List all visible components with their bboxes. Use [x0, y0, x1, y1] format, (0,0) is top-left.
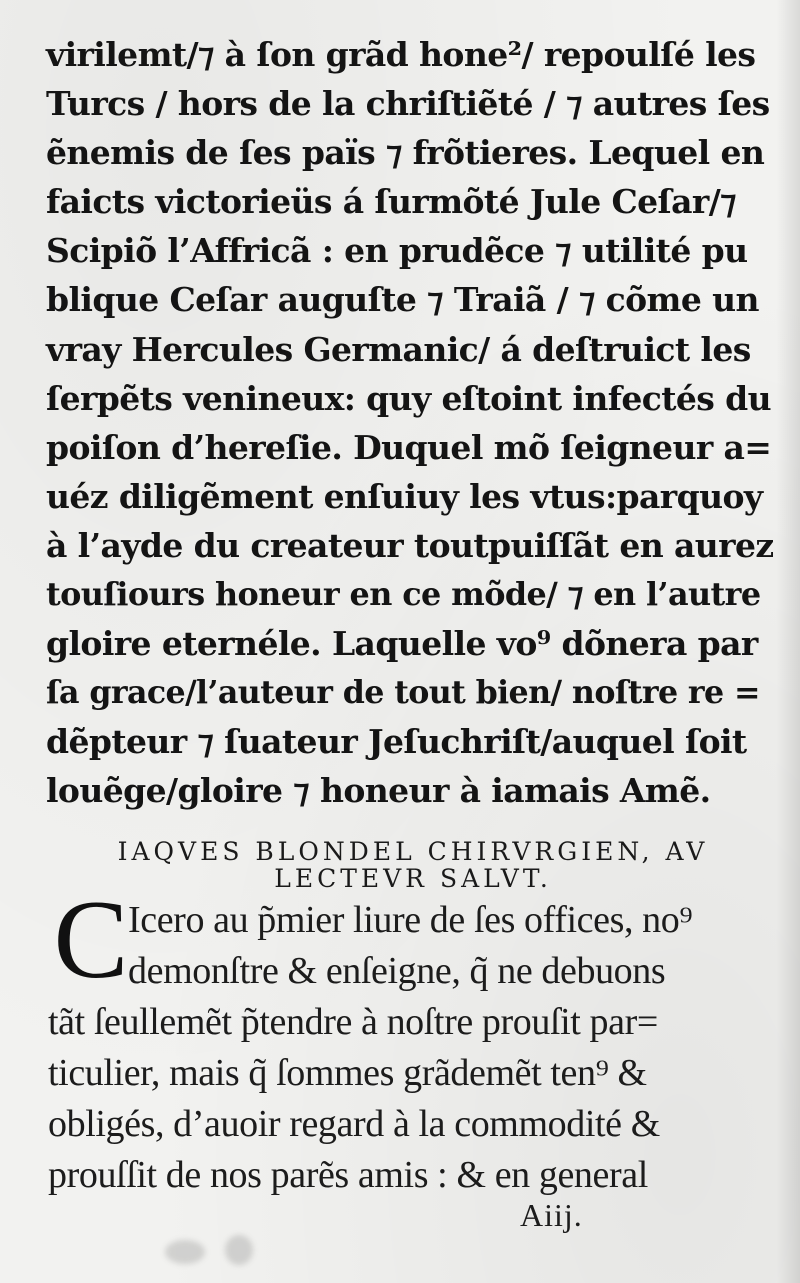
text-line: Icero au p̃mier liure de ſes offices, no⁹: [128, 899, 693, 941]
text-line: à l’ayde du createur toutpuiſſãt en aurez: [46, 525, 774, 565]
text-line: touſiours honeur en ce mõde/ ⁊ en l’autre: [46, 575, 761, 614]
text-line: faicts victorieüs á ſurmõté Jule Ceſar/⁊: [46, 182, 736, 222]
text-line: prouſſit de nos parẽs amis : & en general: [48, 1154, 648, 1196]
blackletter-text-block: [46, 30, 776, 816]
ink-smudge: [225, 1235, 253, 1265]
text-line: uéz diligẽment enſuiuy les vtus:parquoy: [46, 476, 763, 516]
text-line: demonſtre & enſeigne, q̃ ne debuons: [128, 950, 666, 992]
roman-text-block: [48, 895, 778, 1201]
text-line: tãt ſeullemẽt p̃tendre à noſtre prouſit par=: [48, 1001, 658, 1043]
heading-line: LECTEVR SALVT.: [274, 864, 552, 893]
section-heading: [48, 838, 778, 892]
text-line: virilemt/⁊ à ſon grãd hone²/ repoulſé les: [46, 35, 756, 74]
text-line: obligés, d’auoir regard à la commodité &: [48, 1103, 660, 1145]
text-line: ticulier, mais q̃ ſommes grãdemẽt ten⁹ &: [48, 1052, 647, 1094]
page-edge-shadow: [776, 0, 800, 1283]
text-line: dẽpteur ⁊ ſuateur Jeſuchriſt/auquel ſoit: [46, 722, 747, 762]
text-line: Scipiõ l’Affricã : en prudẽce ⁊ utilité pu: [46, 231, 748, 271]
signature-mark: Aiij.: [520, 1197, 583, 1233]
text-line: ſa grace/l’auteur de tout bien/ noſtre re =: [46, 674, 760, 712]
text-line: gloire eternéle. Laquelle vo⁹ dõnera par: [46, 624, 758, 664]
text-line: poiſon d’hereſie. Duquel mõ ſeigneur a=: [46, 427, 772, 467]
text-line: louẽge/gloire ⁊ honeur à iamais Amẽ.: [46, 771, 711, 811]
drop-cap: C: [53, 878, 129, 1002]
text-line: ſerpẽts venineux: quy eſtoint infectés du: [46, 378, 772, 418]
text-line: ẽnemis de ſes païs ⁊ frõtieres. Lequel en: [46, 133, 765, 173]
text-line: vray Hercules Germanic/ á deſtruict les: [46, 329, 751, 369]
text-line: blique Ceſar auguſte ⁊ Traiã / ⁊ cõme un: [46, 280, 759, 320]
heading-line: IAQVES BLONDEL CHIRVRGIEN, AV: [117, 837, 709, 866]
ink-smudge: [165, 1240, 205, 1264]
text-line: Turcs / hors de la chriſtiẽté / ⁊ autres ſes: [46, 84, 770, 124]
